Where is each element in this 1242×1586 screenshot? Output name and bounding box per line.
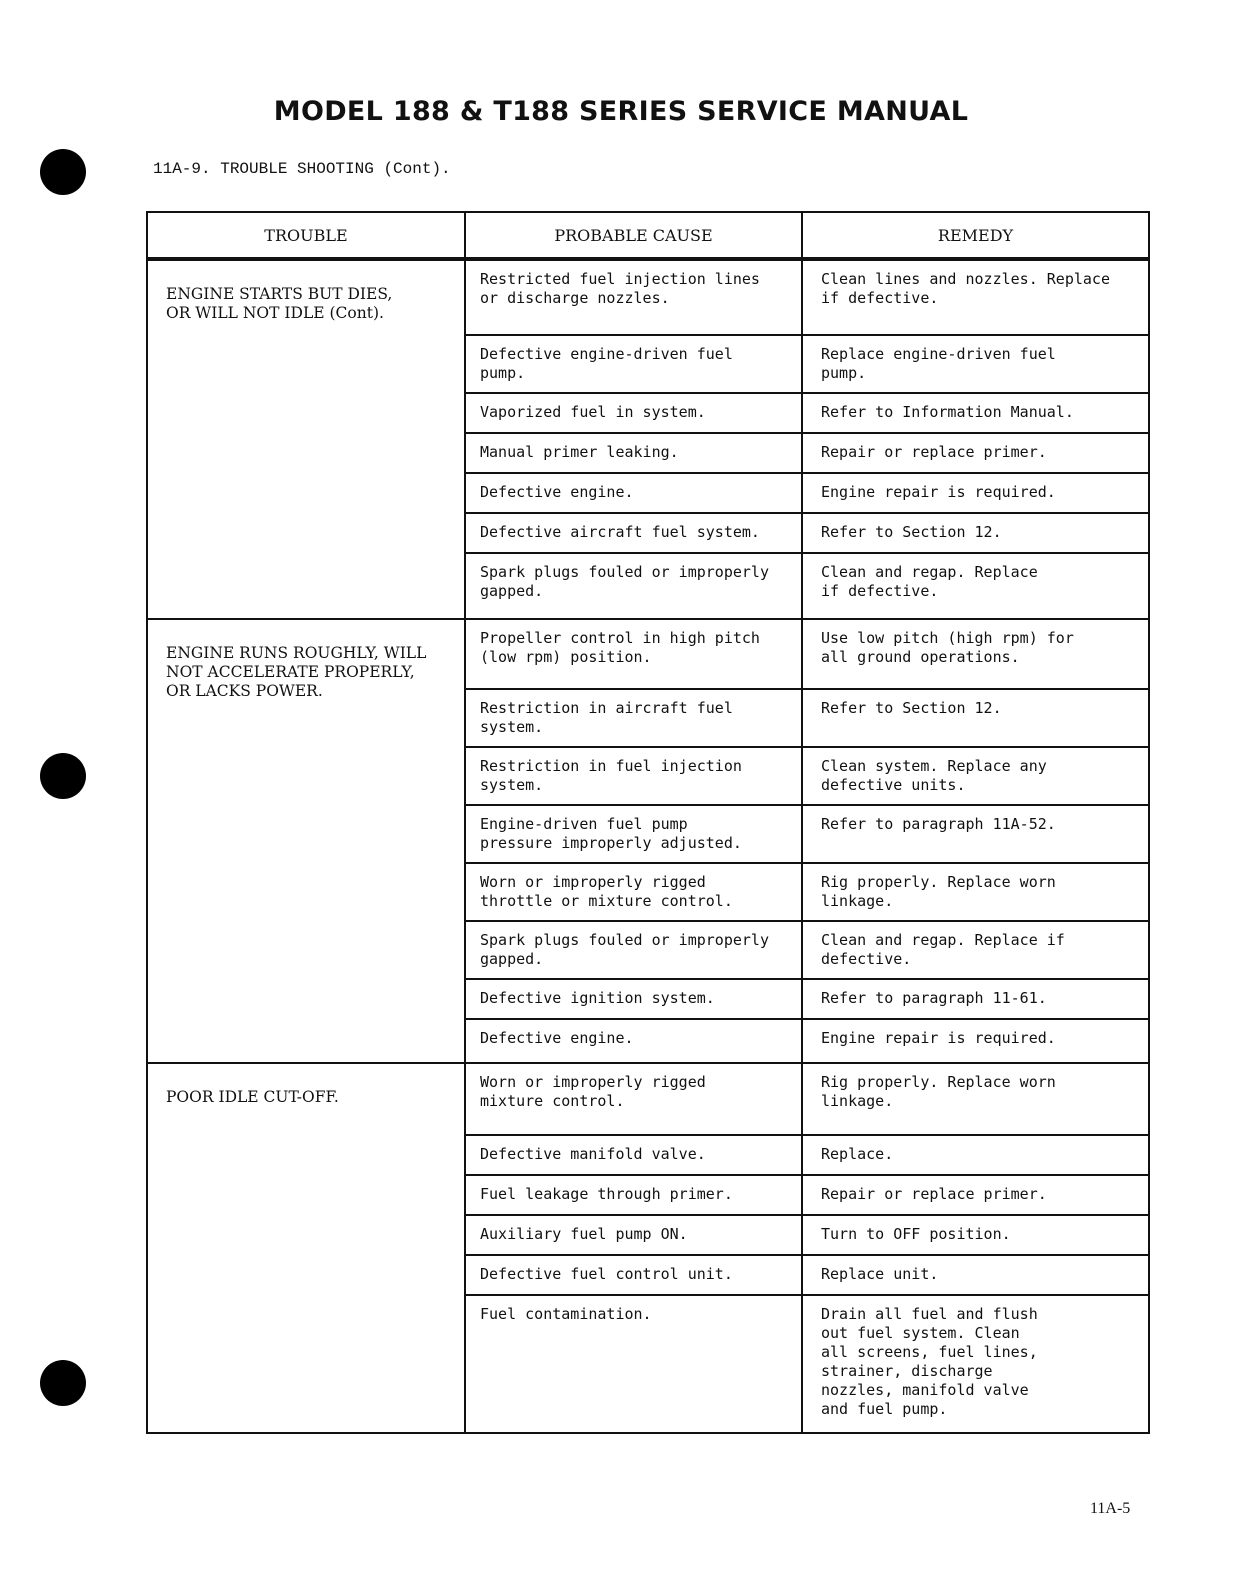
page-number: 11A-5 <box>1090 1500 1131 1517</box>
probable-cause-cell: Fuel contamination. <box>465 1295 802 1433</box>
probable-cause-cell: Restriction in aircraft fuel system. <box>465 689 802 747</box>
probable-cause-cell: Propeller control in high pitch (low rpm) position. <box>465 619 802 689</box>
probable-cause-cell: Restricted fuel injection lines or discharge nozzles. <box>465 259 802 335</box>
remedy-cell: Refer to Section 12. <box>802 689 1149 747</box>
trouble-cell: ENGINE RUNS ROUGHLY, WILL NOT ACCELERATE PROPERLY, OR LACKS POWER. <box>147 619 465 1063</box>
table-row <box>147 259 1149 335</box>
probable-cause-cell: Defective fuel control unit. <box>465 1255 802 1295</box>
section-heading: 11A-9. TROUBLE SHOOTING (Cont). <box>153 160 451 178</box>
binder-punch-hole-top <box>40 149 86 195</box>
remedy-cell: Rig properly. Replace worn linkage. <box>802 863 1149 921</box>
probable-cause-cell: Manual primer leaking. <box>465 433 802 473</box>
probable-cause-cell: Fuel leakage through primer. <box>465 1175 802 1215</box>
remedy-cell: Repair or replace primer. <box>802 1175 1149 1215</box>
probable-cause-cell: Defective engine. <box>465 473 802 513</box>
remedy-cell: Clean and regap. Replace if defective. <box>802 553 1149 619</box>
binder-punch-hole-middle <box>40 753 86 799</box>
probable-cause-cell: Defective engine. <box>465 1019 802 1063</box>
probable-cause-cell: Defective ignition system. <box>465 979 802 1019</box>
table-header-row <box>147 212 1149 259</box>
table-row <box>147 1063 1149 1135</box>
probable-cause-cell: Spark plugs fouled or improperly gapped. <box>465 553 802 619</box>
header-trouble: TROUBLE <box>147 212 465 259</box>
table-body <box>147 259 1149 1433</box>
remedy-cell: Clean system. Replace any defective units. <box>802 747 1149 805</box>
manual-title: MODEL 188 & T188 SERIES SERVICE MANUAL <box>273 96 969 127</box>
remedy-cell: Clean and regap. Replace if defective. <box>802 921 1149 979</box>
remedy-cell: Clean lines and nozzles. Replace if defective. <box>802 259 1149 335</box>
table-row <box>147 619 1149 689</box>
remedy-cell: Refer to paragraph 11-61. <box>802 979 1149 1019</box>
binder-punch-hole-bottom <box>40 1360 86 1406</box>
remedy-cell: Repair or replace primer. <box>802 433 1149 473</box>
probable-cause-cell: Defective aircraft fuel system. <box>465 513 802 553</box>
remedy-cell: Use low pitch (high rpm) for all ground operations. <box>802 619 1149 689</box>
remedy-cell: Refer to Section 12. <box>802 513 1149 553</box>
remedy-cell: Replace. <box>802 1135 1149 1175</box>
remedy-cell: Engine repair is required. <box>802 1019 1149 1063</box>
header-remedy: REMEDY <box>802 212 1149 259</box>
remedy-cell: Turn to OFF position. <box>802 1215 1149 1255</box>
probable-cause-cell: Worn or improperly rigged throttle or mixture control. <box>465 863 802 921</box>
probable-cause-cell: Vaporized fuel in system. <box>465 393 802 433</box>
probable-cause-cell: Worn or improperly rigged mixture control. <box>465 1063 802 1135</box>
trouble-cell: ENGINE STARTS BUT DIES, OR WILL NOT IDLE (Cont). <box>147 259 465 619</box>
remedy-cell: Engine repair is required. <box>802 473 1149 513</box>
remedy-cell: Rig properly. Replace worn linkage. <box>802 1063 1149 1135</box>
remedy-cell: Refer to paragraph 11A-52. <box>802 805 1149 863</box>
remedy-cell: Replace unit. <box>802 1255 1149 1295</box>
probable-cause-cell: Defective manifold valve. <box>465 1135 802 1175</box>
remedy-cell: Drain all fuel and flush out fuel system. Clean all screens, fuel lines, strainer, discharge nozzles, manifold valve and fuel pump. <box>802 1295 1149 1433</box>
troubleshooting-table <box>146 211 1150 1434</box>
trouble-cell: POOR IDLE CUT-OFF. <box>147 1063 465 1433</box>
remedy-cell: Refer to Information Manual. <box>802 393 1149 433</box>
header-probable-cause: PROBABLE CAUSE <box>465 212 802 259</box>
probable-cause-cell: Engine-driven fuel pump pressure improperly adjusted. <box>465 805 802 863</box>
probable-cause-cell: Defective engine-driven fuel pump. <box>465 335 802 393</box>
probable-cause-cell: Spark plugs fouled or improperly gapped. <box>465 921 802 979</box>
remedy-cell: Replace engine-driven fuel pump. <box>802 335 1149 393</box>
probable-cause-cell: Restriction in fuel injection system. <box>465 747 802 805</box>
probable-cause-cell: Auxiliary fuel pump ON. <box>465 1215 802 1255</box>
